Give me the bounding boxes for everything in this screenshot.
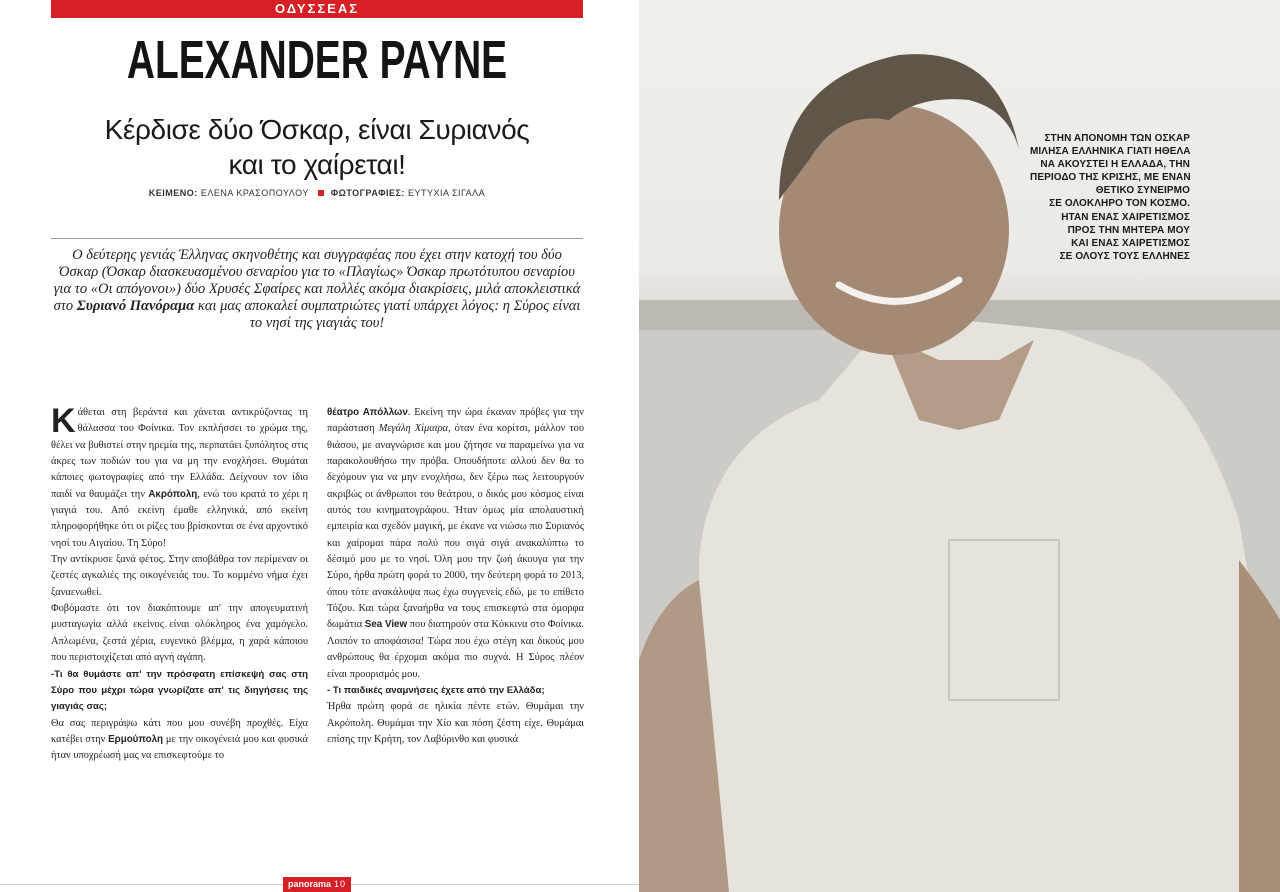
pull-quote-line: ΝΑ ΑΚΟΥΣΤΕΙ Η ΕΛΛΑΔΑ, ΤΗΝ [1040,159,1190,171]
article-title: ALEXANDER PAYNE [126,30,508,90]
col2-theatre: θέατρο Απόλλων [327,407,408,418]
intro-part-1: Ο δεύτερης γενιάς Έλληνας σκηνοθέτης και συγγραφέας που έχει στην κατοχή του δύο Όσκαρ (Όσκαρ διασκευασμένου σεναρίου για το «Πλαγίως» Όσκαρ πρωτότυπου σεναρίου για το «Οι απόγονοι») δύο Χρυσές Σφαίρες και πολλές ακόμα διακρίσεις, μιλά αποκλειστικά στο [53,247,581,314]
drop-cap: Κ [51,402,76,440]
intro-paragraph [51,247,583,332]
pull-quote-line: ΠΡΟΣ ΤΗΝ ΜΗΤΕΡΑ ΜΟΥ [1067,224,1190,236]
col1-p4-text: Θα σας περιγράψω κάτι που μου συνέβη προχθές. Είχα κατέβει στην [51,717,308,745]
article-subtitle [51,112,583,182]
col2-p1-text-mid: , όταν ένα κορίτσι, μάλλον του θιάσου, με αναγνώρισε και μου ζήτησε να παραμείνω για να παρακολουθήσω την πρόβα. Οπουδήποτε αλλού δεν θα το δεχόμουν για να μην ενοχλήσω, δεν ξέρω πως λειτουργούν ακριβώς οι άνθρωποι του θεάτρου, ο δικός μου κόσμος είναι αυτός του κινηματογράφου. Ήταν όμως μία απολαυστική εμπειρία και σχεδόν μαγική, με έκανε να νιώσω πιο Συριανός και χαίρομαι πάρα πολύ που σιγά σιγά ανακαλύπτω το δέσιμό μου με το νησί. Όλη μου την ζωή άκουγα για την Σύρο, ήρθα πρώτη φορά το 2000, την δεύτερη φορά το 2013, όπου τότε ανακάλυψα πως έχω συγγενείς εδώ, με το επίθετο Τόζου. Και τώρα ξαναήρθα να τους επισκεφτώ στα όμορφα δωμάτια [327,423,584,631]
pull-quote-line: ΚΑΙ ΕΝΑΣ ΧΑΙΡΕΤΙΣΜΟΣ [1071,237,1190,249]
subtitle-line-1: Κέρδισε δύο Όσκαρ, είναι Συριανός [104,114,530,145]
pull-quote-line: ΘΕΤΙΚΟ ΣΥΝΕΙΡΜΟ [1095,185,1190,197]
credits [51,188,583,198]
col2-paragraph-2: Ήρθα πρώτη φορά σε ηλικία πέντε ετών. Θυμάμαι την Ακρόπολη. Θυμάμαι την Χίο και πόση ζέστη είχε. Θυμάμαι επίσης την Κρήτη, τον Λαβύρινθο και φυσικά [327,701,584,745]
pull-quote [1030,132,1190,263]
interview-question-1: -Τι θα θυμάστε απ' την πρόσφατη επίσκεψή σας στη Σύρο που μέχρι τώρα γνωρίζατε απ' τις διηγήσεις της γιαγιάς σας; [51,668,308,713]
col1-acropolis: Ακρόπολη [148,488,198,500]
section-label: ΟΔΥΣΣΕΑΣ [51,0,583,18]
right-arm [1239,560,1280,892]
credits-photo-author: ΕΥΤΥΧΙΑ ΣΙΓΑΛΑ [407,188,486,198]
intro-magazine: Συριανό Πανόραμα [76,298,195,314]
pull-quote-line: ΣΤΗΝ ΑΠΟΝΟΜΗ ΤΩΝ ΟΣΚΑΡ [1044,133,1190,144]
col1-p1-text: άθεται στη βεράντα και χάνεται αντικρύζοντας τη θάλασσα του Φοίνικα. Τον εκπλήσσει το χρώμα της, θέλει να βυθιστεί στην ηρεμία της, περπατάει ξυπόλητος στις άκρες των ποδιών του για να μη την ενοχλήσει. Θυμάται κάποιες φωτογραφίες από την Ελλάδα. Δείχνουν τον ίδιο παιδί να θαυμάζει την [51,407,308,500]
col1-paragraph-2: Την αντίκρυσε ξανά φέτος. Στην αποβάθρα τον περίμεναν οι ζεστές αγκαλιές της οικογένειάς του. Το κομμένο νήμα έχει ξαναενωθεί. [51,554,308,598]
col2-p1-text-end: που διατηρούν στα Κόκκινα στο Φοίνικα. Λοιπόν το αποφάσισα! Τώρα που έχω στέγη και δικούς μου ανθρώπους θα έρχομαι ακόμα πιο συχνά. Η Σύρος πλέον είναι προορισμός μου. [327,619,584,680]
col1-paragraph-3: Φοβόμαστε ότι τον διακόπτουμε απ' την απογευματινή μυσταγωγία αλλά εκείνος είναι ολόκληρος ένα χαμόγελο. Απλωμένα, ζεστά χέρια, ευγενικό βλέμμα, η χαρά κάποιου που περιστοιχίζεται από αγνή αγάπη. [51,603,308,664]
credits-text-author: ΕΛΕΝΑ ΚΡΑΣΟΠΟΥΛΟΥ [200,188,309,198]
credits-photo-label: ΦΩΤΟΓΡΑΦΙΕΣ: [330,188,405,198]
pull-quote-line: ΣΕ ΟΛΟΚΛΗΡΟ ΤΟΝ ΚΟΣΜΟ. [1049,198,1190,210]
left-page [0,0,639,892]
col2-play-title: Μεγάλη Χίμαιρα [378,423,448,435]
body-column-1 [51,402,308,765]
credits-text-label: ΚΕΙΜΕΝΟ: [148,188,198,198]
col1-paragraph-1 [51,402,308,552]
pull-quote-line: ΣΕ ΟΛΟΥΣ ΤΟΥΣ ΕΛΛΗΝΕΣ [1059,250,1190,262]
interview-question-2: - Τι παιδικές αναμνήσεις έχετε από την Ελλάδα; [327,684,545,696]
intro-divider [51,238,583,239]
pull-quote-line: ΗΤΑΝ ΕΝΑΣ ΧΑΙΡΕΤΙΣΜΟΣ [1061,211,1190,223]
subtitle-line-2: και το χαίρεται! [228,149,406,180]
intro-part-2: και μας αποκαλεί συμπατριώτες γιατί υπάρχει λόγος: η Σύρος είναι το νησί της γιαγιάς του! [197,298,581,331]
col2-p1-text: . Εκείνη την ώρα έκαναν πρόβες για την παράσταση [327,407,584,435]
page-footer [283,877,351,892]
body-column-2 [327,405,584,748]
col1-paragraph-4 [51,716,308,765]
col1-p4-text-end: με την οικογένειά μου και φυσικά ήταν υποχρέωσή μας να επισκεφτούμε το [51,733,308,762]
col1-p1-text-end: , ενώ του κρατά το χέρι η γιαγιά του. Από εκείνη έμαθε ελληνικά, από εκείνη πληροφορήθηκε ότι οι ρίζες του βρίσκονται σε ένα αρχοντικό νησί του Αιγαίου. Τη Σύρο! [51,488,308,549]
col2-sea-view: Sea View [364,619,408,631]
red-square-icon [318,190,324,196]
footer-brand: panorama [288,879,332,889]
col1-ermoupoli: Ερμούπολη [108,733,164,745]
pull-quote-line: ΜΙΛΗΣΑ ΕΛΛΗΝΙΚΑ ΓΙΑΤΙ ΗΘΕΛΑ [1030,146,1191,158]
pull-quote-line: ΠΕΡΙΟΔΟ ΤΗΣ ΚΡΙΣΗΣ, ΜΕ ΕΝΑΝ [1030,172,1191,184]
col2-paragraph-1 [327,405,584,683]
page-number: 10 [334,879,347,889]
